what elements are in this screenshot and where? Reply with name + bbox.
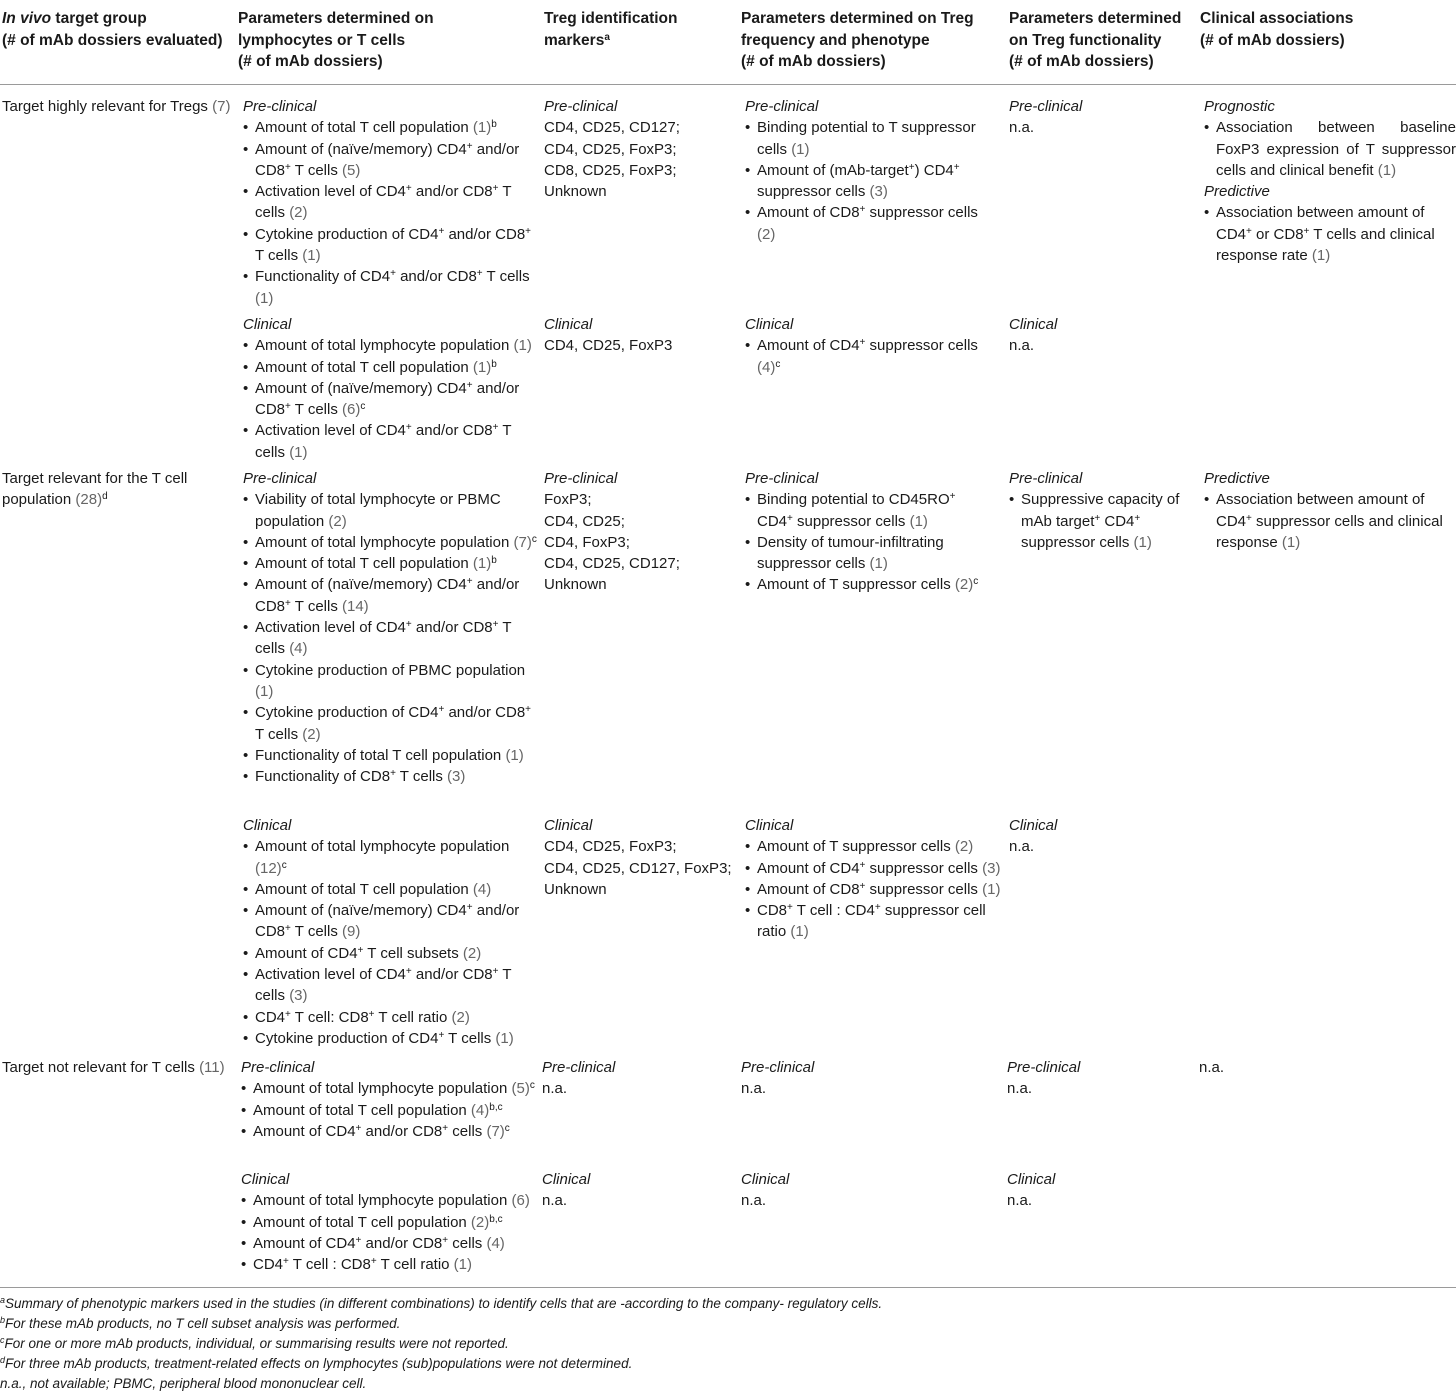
header-target-group: In vivo target group (# of mAb dossiers evaluated) [2,10,223,49]
footnote-ref: c [775,358,781,370]
list-item: • Amount of CD4+ suppressor cells (3) [745,858,1001,879]
list-item: • Amount of total lymphocyte population $(5)^c$ [241,1078,538,1099]
dossier-count: (1) [472,555,492,573]
target-group-label: Target highly relevant for Tregs (7) [2,98,231,115]
lymphocyte-parameters-cell: Clinical • Amount of total lymphocyte population (6) • Amount of total T cell population $(2)^{b,c}$ • Amount of CD4+ and/or CD8+ cells (4) • CD4+ T cell : CD8+ T cell ratio (1) [241,1169,538,1275]
dossier-count: (1) [1377,161,1397,179]
dossier-count: (3) [869,183,888,201]
list-item: • Amount of CD4+ and/or CD8+ cells $(7)^c$ [241,1121,538,1142]
treg-markers-cell: Clinical n.a. [542,1171,591,1210]
marker-line: CD4, CD25; [544,512,625,530]
footnote-ref: c [529,1080,535,1092]
dossier-count: (1) [1133,533,1152,551]
dossier-count: (1) [790,923,809,941]
list-item: • Activation level of CD4+ and/or CD8+ T cells (1) [243,420,538,463]
lymphocyte-parameters-cell: Clinical • Amount of total lymphocyte population $(12)^c$ • Amount of total T cell population (4) • Amount of (naïve/memory) CD4+ and/or CD8+ T cells (9) • Amount of CD4+ T cell subsets (2) • Activation level of CD4+ and/or CD8+ T cells (3) • CD4+ T cell: CD8+ T cell ratio (2) • Cytokine production of CD4+ T cells (1) [243,815,538,1049]
list-item: • Binding potential to T suppressor cells (1) [745,117,995,160]
dossier-count: (1) [909,512,928,530]
list-item: • Amount of total T cell population $(2)^{b,c}$ [241,1212,538,1233]
list-item: • Cytokine production of CD4+ and/or CD8+ T cells (2) [243,702,538,745]
marker-line: CD4, CD25, CD127; [544,119,680,137]
header-treg-frequency: Parameters determined on Treg frequency and phenotype (# of mAb dossiers) [741,10,974,70]
list-item: • CD4+ T cell: CD8+ T cell ratio (2) [243,1007,538,1028]
list-item: • Amount of total T cell population $(1)^b$ [243,357,538,378]
dossier-count: (4) [470,1101,490,1119]
dossier-count: (12) [255,859,282,877]
list-item: • Amount of total T cell population $(1)^b$ [243,117,538,138]
treg-functionality-cell: Clinical n.a. [1007,1171,1056,1210]
list-item: • Amount of (naïve/memory) CD4+ and/or CD8+ T cells (5) [243,139,538,182]
dossier-count: (1) [255,682,274,700]
dossier-count: (4) [757,358,776,376]
header-divider [0,84,1456,85]
list-item: • Amount of total T cell population $(4)^{b,c}$ [241,1100,538,1121]
treg-functionality-cell: Clinical n.a. [1009,817,1058,856]
marker-line: FoxP3; [544,491,592,509]
dossier-count: (2) [302,725,321,743]
list-item: • Activation level of CD4+ and/or CD8+ T cells (4) [243,617,538,660]
list-item: • Amount of (naïve/memory) CD4+ and/or CD8+ T cells (14) [243,574,538,617]
footnote-ref: c [973,576,979,588]
footnote: n.a., not available; PBMC, peripheral blood mononuclear cell. [0,1376,367,1391]
treg-frequency-cell: Pre-clinical • Binding potential to T suppressor cells (1) • Amount of (mAb-target+) CD4+ suppressor cells (3) • Amount of CD8+ suppressor cells (2) [745,96,995,245]
dossier-count: (2) [470,1213,490,1231]
dossier-count: (7) [486,1122,505,1140]
treg-functionality-cell: Pre-clinical n.a. [1009,98,1083,137]
dossier-count: (14) [342,597,369,615]
table-bottom-divider [0,1287,1456,1288]
list-item: • Functionality of total T cell population (1) [243,745,538,766]
dossier-count: (1) [472,358,492,376]
dossier-count: (1) [289,443,308,461]
list-item: • Density of tumour-infiltrating suppressor cells (1) [745,532,995,575]
marker-line: CD4, FoxP3; [544,533,630,551]
list-item: • Amount of total T cell population $(1)^b$ [243,553,538,574]
footnote: $^b$For these mAb products, no T cell subset analysis was performed. [0,1315,401,1331]
dossier-count: (3) [982,859,1001,877]
treg-markers-cell: Clinical CD4, CD25, FoxP3 [544,314,739,357]
list-item: • Association between baseline FoxP3 expression of T suppressor cells and clinical benefit (1) [1204,117,1456,181]
marker-line: CD4, CD25, FoxP3; [544,838,677,856]
footnote-ref: b [491,358,497,370]
footnote: $^a$Summary of phenotypic markers used in the studies (in different combinations) to identify cells that are -according to the company- regulatory cells. [0,1295,883,1311]
dossier-count: (1) [982,880,1001,898]
list-item: • Viability of total lymphocyte or PBMC population (2) [243,489,538,532]
target-group-label: Target relevant for the T cell population $(28)^d$ [2,470,188,509]
marker-line: CD4, CD25, CD127; [544,555,680,573]
dossier-count: (4) [289,640,308,658]
treg-functionality-cell: Pre-clinical • Suppressive capacity of mAb target+ CD4+ suppressor cells (1) [1009,468,1194,553]
list-item: • Activation level of CD4+ and/or CD8+ T cells (3) [243,964,538,1007]
dossier-count: (1) [472,119,492,137]
treg-frequency-cell: Pre-clinical n.a. [741,1059,815,1098]
dossier-count: (9) [342,923,361,941]
lymphocyte-parameters-cell: Pre-clinical • Amount of total T cell population $(1)^b$ • Amount of (naïve/memory) CD4+ and/or CD8+ T cells (5) • Activation level of CD4+ and/or CD8+ T cells (2) • Cytokine production of CD4+ and/or CD8+ T cells (1) • Functionality of CD4+ and/or CD8+ T cells (1) [243,96,538,309]
dossier-count: (5) [511,1080,530,1098]
header-treg-markers: Treg identification markers$^a$ [544,10,678,49]
dossier-count: (3) [447,768,466,786]
header-treg-functionality: Parameters determined on Treg functionality (# of mAb dossiers) [1009,10,1182,70]
list-item: • Amount of total T cell population (4) [243,879,538,900]
list-item: • Amount of CD8+ suppressor cells (1) [745,879,1001,900]
list-item: • Binding potential to CD45RO+ CD4+ suppressor cells (1) [745,489,995,532]
list-item: • Amount of CD4+ and/or CD8+ cells (4) [241,1233,538,1254]
list-item: • CD4+ T cell : CD8+ T cell ratio (1) [241,1254,538,1275]
lymphocyte-parameters-cell: Pre-clinical • Amount of total lymphocyte population $(5)^c$ • Amount of total T cell population $(4)^{b,c}$ • Amount of CD4+ and/or CD8+ cells $(7)^c$ [241,1057,538,1142]
dossier-count: (2) [462,944,482,962]
footnote-ref: b [491,119,497,131]
footnote-ref: b,c [489,1213,503,1225]
dossier-count: (2) [451,1008,470,1026]
list-item: • Functionality of CD8+ T cells (3) [243,766,538,787]
list-item: • Amount of T suppressor cells (2) [745,836,1001,857]
treg-frequency-cell: Pre-clinical • Binding potential to CD45RO+ CD4+ suppressor cells (1) • Density of tumour-infiltrating suppressor cells (1) • Amount of T suppressor cells $(2)^c$ [745,468,995,596]
dossier-count: (2) [328,512,347,530]
footnote-ref: b,c [489,1101,503,1113]
lymphocyte-parameters-cell: Clinical • Amount of total lymphocyte population (1) • Amount of total T cell population $(1)^b$ • Amount of (naïve/memory) CD4+ and/or CD8+ T cells $(6)^c$ • Activation level of CD4+ and/or CD8+ T cells (1) [243,314,538,463]
list-item: • Amount of total lymphocyte population (1) [243,335,538,356]
treg-frequency-cell: Clinical • Amount of T suppressor cells (2) • Amount of CD4+ suppressor cells (3) • Amount of CD8+ suppressor cells (1) • CD8+ T cell : CD4+ suppressor cell ratio (1) [745,815,1001,943]
list-item: • Association between amount of CD4+ or CD8+ T cells and clinical response rate (1) [1204,202,1456,266]
footnote-ref: c [531,533,537,545]
footnote: $^c$For one or more mAb products, individual, or summarising results were not reported. [0,1335,509,1351]
list-item: • Cytokine production of PBMC population (1) [243,660,538,703]
list-item: • Cytokine production of CD4+ and/or CD8+ T cells (1) [243,224,538,267]
dossier-count: (1) [1311,247,1331,265]
list-item: • Association between amount of CD4+ suppressor cells and clinical response (1) [1204,489,1452,553]
dossier-count: (1) [495,1029,514,1047]
lymphocyte-parameters-cell: Pre-clinical • Viability of total lymphocyte or PBMC population (2) • Amount of total lymphocyte population $(7)^c$ • Amount of total T cell population $(1)^b$ • Amount of (naïve/memory) CD4+ and/or CD8+ T cells (14) • Activation level of CD4+ and/or CD8+ T cells (4) • Cytokine production of PBMC population (1) • Cytokine production of CD4+ and/or CD8+ T cells (2) • Functionality of total T cell population (1) • Functionality of CD8+ T cells (3) [243,468,538,787]
clinical-associations-cell: Prognostic • Association between baseline FoxP3 expression of T suppressor cells and clinical benefit (1) Predictive • Association between amount of CD4+ or CD8+ T cells and clinical response rate (1) [1204,96,1456,266]
header-lymphocyte-parameters: Parameters determined on lymphocytes or T cells (# of mAb dossiers) [238,10,434,70]
list-item: • Amount of total lymphocyte population $(12)^c$ [243,836,538,879]
dossier-count: (1) [869,555,888,573]
dossier-count: (6) [511,1192,530,1210]
treg-functionality-cell: Clinical n.a. [1009,316,1058,355]
dossier-count: (5) [342,161,361,179]
marker-line: CD4, CD25, CD127, FoxP3; [544,859,732,877]
list-item: • Amount of CD4+ T cell subsets (2) [243,943,538,964]
treg-frequency-cell: Clinical n.a. [741,1171,790,1210]
target-group-label: Target not relevant for T cells (11) [2,1059,225,1076]
dossier-count: (1) [505,746,524,764]
list-item: • Cytokine production of CD4+ T cells (1) [243,1028,538,1049]
list-item: • Amount of total lymphocyte population $(7)^c$ [243,532,538,553]
dossier-count: (2) [289,204,308,222]
marker-line: CD8, CD25, FoxP3; [544,161,677,179]
dossier-count: (1) [255,289,274,307]
dossier-count: (1) [1281,533,1301,551]
footnote: $^d$For three mAb products, treatment-related effects on lymphocytes (sub)populations were not determined. [0,1355,633,1371]
dossier-count: (4) [486,1234,505,1252]
dossier-count: (4) [472,880,492,898]
list-item: • Functionality of CD4+ and/or CD8+ T cells (1) [243,266,538,309]
treg-functionality-cell: Pre-clinical n.a. [1007,1059,1081,1098]
marker-line: CD4, CD25, FoxP3 [544,337,673,355]
marker-line: Unknown [544,576,607,594]
list-item: • Amount of T suppressor cells $(2)^c$ [745,574,995,595]
treg-markers-cell: Pre-clinical FoxP3; CD4, CD25; CD4, FoxP3; CD4, CD25, CD127; Unknown [544,468,739,596]
list-item: • CD8+ T cell : CD4+ suppressor cell ratio (1) [745,900,1001,943]
dossier-count: (6) [342,401,361,419]
header-clinical-associations: Clinical associations (# of mAb dossiers) [1200,10,1354,49]
treg-markers-cell: Clinical CD4, CD25, FoxP3; CD4, CD25, CD127, FoxP3; Unknown [544,815,744,900]
clinical-associations-cell: n.a. [1199,1059,1225,1076]
dossier-count: (2) [757,225,776,243]
list-item: • Amount of CD4+ suppressor cells $(4)^c$ [745,335,995,378]
dossier-count: (1) [302,247,321,265]
list-item: • Amount of (naïve/memory) CD4+ and/or CD8+ T cells $(6)^c$ [243,378,538,421]
list-item: • Amount of total lymphocyte population (6) [241,1190,538,1211]
treg-markers-cell: Pre-clinical CD4, CD25, CD127; CD4, CD25, FoxP3; CD8, CD25, FoxP3; Unknown [544,96,739,202]
treg-markers-cell: Pre-clinical n.a. [542,1059,616,1098]
list-item: • Suppressive capacity of mAb target+ CD4+ suppressor cells (1) [1009,489,1194,553]
marker-line: Unknown [544,183,607,201]
dossier-count: (1) [791,140,810,158]
dossier-count: (3) [289,987,308,1005]
list-item: • Amount of (mAb-target+) CD4+ suppressor cells (3) [745,160,995,203]
marker-line: Unknown [544,880,607,898]
dossier-count: (2) [954,838,974,856]
clinical-associations-cell: Predictive • Association between amount of CD4+ suppressor cells and clinical response (1) [1204,468,1452,553]
dossier-count: (1) [513,337,532,355]
footnote-ref: c [281,859,287,871]
list-item: • Amount of (naïve/memory) CD4+ and/or CD8+ T cells (9) [243,900,538,943]
footnote-ref: b [491,555,497,567]
dossier-count: (1) [453,1256,473,1274]
dossier-count: (7) [513,533,532,551]
list-item: • Activation level of CD4+ and/or CD8+ T cells (2) [243,181,538,224]
treg-frequency-cell: Clinical • Amount of CD4+ suppressor cells $(4)^c$ [745,314,995,378]
footnote-ref: c [360,401,366,413]
marker-line: CD4, CD25, FoxP3; [544,140,677,158]
footnote-ref: c [504,1122,510,1134]
list-item: • Amount of CD8+ suppressor cells (2) [745,202,995,245]
dossier-count: (2) [954,576,974,594]
